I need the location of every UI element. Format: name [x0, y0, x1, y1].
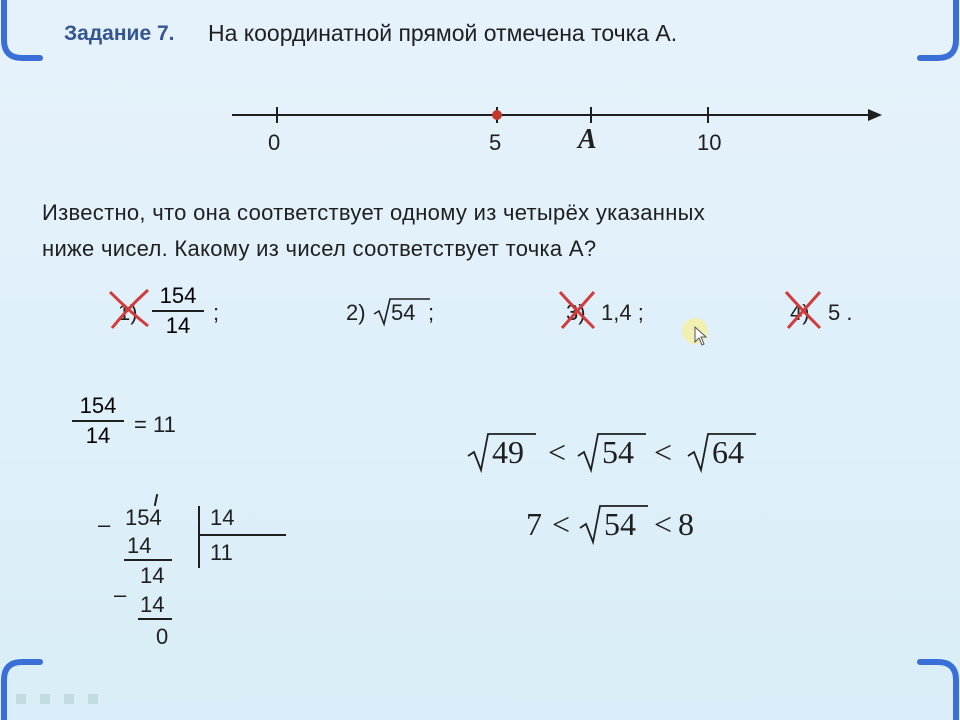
tick-label-0: 0	[268, 130, 281, 155]
ineq2-left: 7	[526, 506, 542, 542]
frame-bottom-right	[890, 650, 960, 720]
ineq2-radicand: 54	[604, 506, 636, 542]
ineq2-op-2: <	[654, 506, 673, 542]
option-1-denominator: 14	[165, 313, 191, 338]
tick-label-10: 10	[697, 130, 722, 155]
player-toolbar[interactable]	[14, 690, 134, 708]
division-underline-2	[138, 618, 172, 620]
ineq1-op-2: <	[654, 434, 673, 470]
option-2-suffix: ;	[428, 300, 435, 325]
frame-bottom-left	[0, 650, 70, 720]
point-A-label: A	[578, 124, 597, 155]
division-quotient: 11	[210, 540, 233, 565]
option-1-number: 1)	[118, 300, 138, 325]
next-icon	[88, 694, 98, 704]
division-divisor: 14	[210, 505, 235, 530]
mouse-cursor-icon	[694, 326, 708, 346]
division-step-3: 14	[140, 592, 165, 617]
option-4-cross	[782, 288, 826, 332]
option-1-suffix: ;	[213, 300, 220, 325]
solution-denominator: 14	[85, 423, 111, 448]
frame-top-left	[0, 0, 70, 70]
solution-numerator: 154	[72, 392, 124, 422]
option-3-cross	[556, 288, 600, 332]
division-vertical-bar	[198, 506, 200, 568]
division-underline-1	[124, 559, 172, 561]
solution-equals: = 11	[134, 412, 176, 437]
task-label: Задание 7.	[64, 22, 175, 45]
ineq2-right: 8	[678, 506, 694, 542]
number-line	[0, 95, 960, 135]
option-3-number: 3)	[566, 300, 586, 325]
division-minus-1: –	[98, 512, 111, 537]
option-2-radicand: 54	[391, 300, 416, 325]
division-step-2: 14	[140, 563, 165, 588]
pen-icon	[40, 694, 50, 704]
division-step-1: 14	[127, 533, 152, 558]
toolbar-icons	[14, 690, 134, 708]
task-text: На координатной прямой отмечена точка А.	[208, 20, 678, 46]
marked-point	[492, 110, 502, 120]
option-4-number: 4)	[790, 300, 810, 325]
option-2-number: 2)	[346, 300, 366, 325]
ineq1-radicand-b: 54	[602, 434, 634, 470]
option-1-fraction	[152, 282, 204, 340]
solution-fraction	[72, 392, 124, 450]
division-minus-2: –	[114, 582, 127, 607]
ineq1-radicand-a: 49	[492, 434, 524, 470]
ineq1-op-1: <	[548, 434, 567, 470]
axis-arrow	[868, 109, 882, 121]
tick-label-5: 5	[489, 130, 502, 155]
option-4-value: 5 .	[828, 300, 853, 325]
frame-top-right	[890, 0, 960, 70]
question-line-1: Известно, что она соответствует одному из четырёх указанных	[42, 200, 706, 225]
prev-icon	[16, 694, 26, 704]
ineq1-radicand-c: 64	[712, 434, 744, 470]
option-1-numerator: 154	[152, 282, 204, 312]
division-horizontal-bar	[198, 534, 286, 536]
menu-icon	[64, 694, 74, 704]
division-dividend: 154	[125, 505, 162, 530]
option-1-cross	[104, 286, 156, 332]
option-3-value: 1,4 ;	[601, 300, 644, 325]
question-line-2: ниже чисел. Какому из чисел соответствует точка А?	[42, 236, 597, 261]
ineq2-op-1: <	[552, 506, 571, 542]
division-remainder: 0	[156, 624, 169, 649]
